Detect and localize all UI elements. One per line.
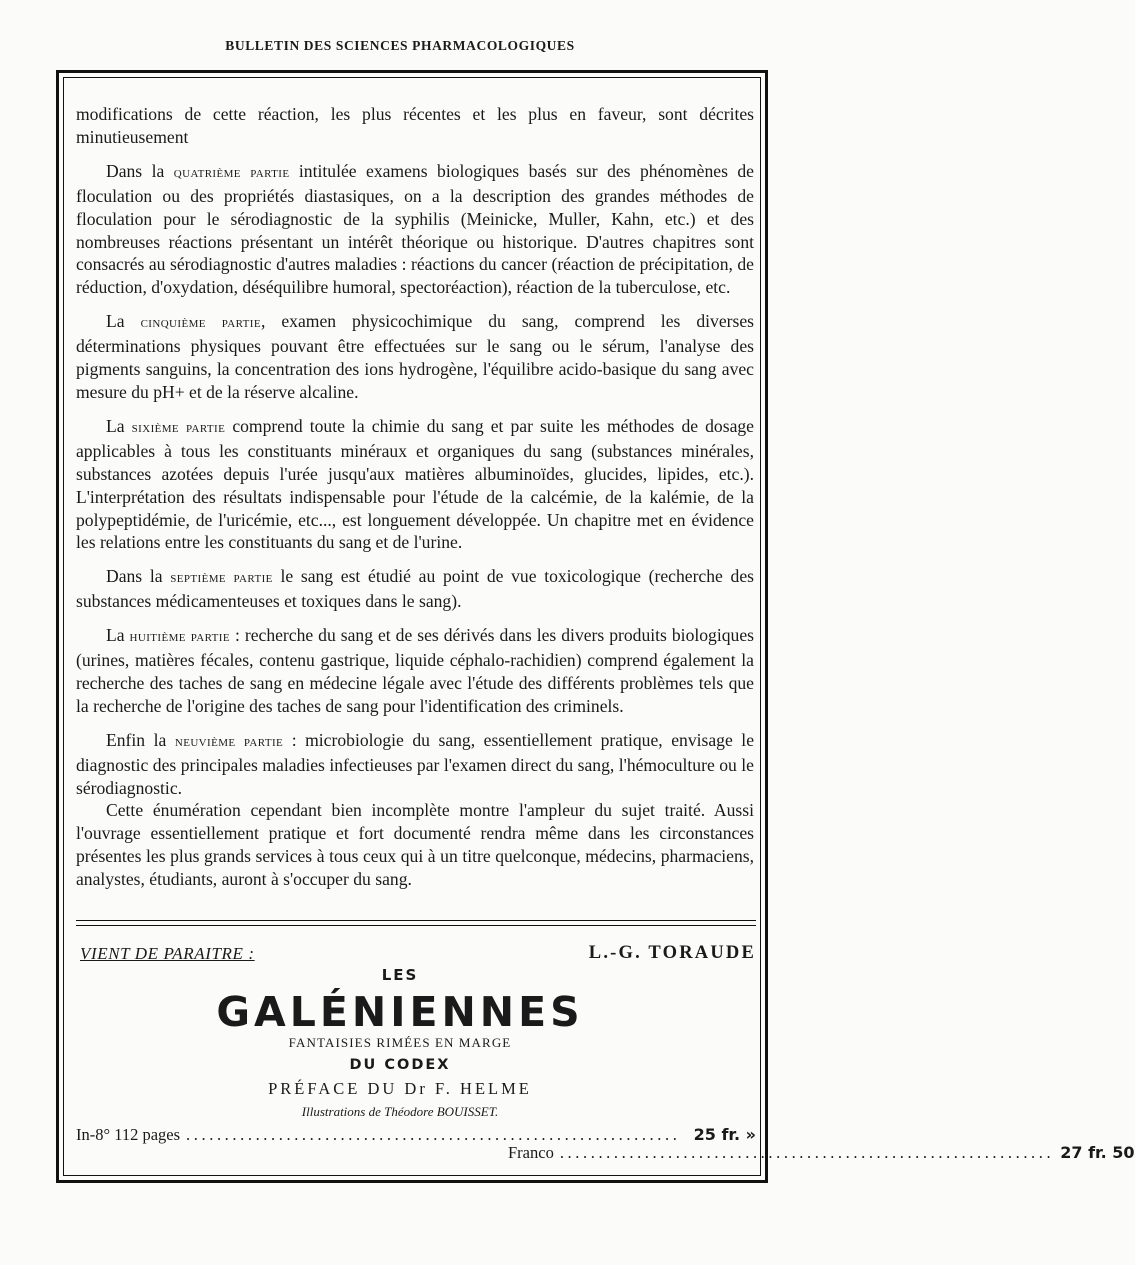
book-illustrations: Illustrations de Théodore BOUISSET. [301,1104,499,1119]
book-preface: PRÉFACE DU Dr F. HELME [268,1079,532,1098]
price-row-format [76,1125,756,1145]
franco-price: 27 fr. 50 [1060,1143,1135,1162]
part-label: neuvième partie [174,732,284,750]
paragraph-sixieme: La sixième partie comprend toute la chimie du sang et par suite les méthodes de dosage applicables à tous les constituants minéraux et organiques du sang (substances minérales, substances azotées depuis l'urée jusqu'aux matières albuminoïdes, glucides, lipides, etc.). L'interprétation des résultats indispensable pour l'étude de la calcémie, de la kalémie, de la polypeptidémie, de l'uricémie, etc..., est longuement développée. Un chapitre met en évidence les relations entre les constituants du sang et de l'urine. [76,415,754,553]
format-price: 25 fr. » [693,1125,756,1144]
book-title-article: LES [381,966,419,984]
dot-leader: ................................................................ [186,1125,681,1144]
part-label: huitième partie [129,628,230,646]
paragraph-quatrieme: Dans la quatrième partie intitulée examens biologiques basés sur des phénomènes de floculation ou des propriétés diastasiques, on a la description des grandes méthodes de floculation pour le sérodiagnostic de la syphilis (Meinicke, Muller, Kahn, etc.) et des nombreuses réactions présentant un intérêt théorique ou historique. D'autres chapitres sont consacrés au sérodiagnostic d'autres maladies : réactions du cancer (réaction de précipitation, de réduction, d'oxydation, déséquilibre humoral, spectoréaction), réaction de la tuberculose, etc. [76,160,754,298]
format-label: In-8° 112 pages [76,1125,181,1144]
running-head: BULLETIN DES SCIENCES PHARMACOLOGIQUES [225,38,575,53]
franco-label: Franco [508,1143,554,1162]
author-name: L.-G. TORAUDE [588,943,756,963]
paragraph-huitieme: La huitième partie : recherche du sang et de ses dérivés dans les divers produits biologiques (urines, matières fécales, contenu gastrique, liquide céphalo-rachidien) comprend également la recherche des taches de sang en médecine légale avec l'étude des différents problèmes tels que la recherche de l'origine des taches de sang pour l'identification des criminels. [76,625,754,716]
part-label: cinquième partie [140,314,261,332]
paragraph-septieme: Dans la septième partie le sang est étudié au point de vue toxicologique (recherche des substances médicamenteuses et toxiques dans le sang). [76,566,754,612]
price-row-franco [76,1143,1135,1163]
paragraph-cinquieme: La cinquième partie, examen physicochimique du sang, comprend les diverses déterminations physiques pouvant être effectuées sur le sang ou le sérum, l'analyse des pigments sanguins, la concentration des ions hydrogène, l'équilibre acido-basique du sang avec mesure du pH+ et de la réserve alcaline. [76,311,754,402]
paragraph-neuvieme: Enfin la neuvième partie : microbiologie du sang, essentiellement pratique, envisage le diagnostic des principales maladies infectieuses par l'examen direct du sang, l'hémoculture ou le sérodiagnostic. [76,729,754,798]
part-label: septième partie [170,569,273,587]
book-subtitle: FANTAISIES RIMÉES EN MARGE [288,1035,512,1050]
paragraph-1: modifications de cette réaction, les plus récentes et les plus en faveur, sont décrites minutieusement [76,104,754,147]
book-title: GALÉNIENNES [216,988,584,1036]
separator-rule-bottom [76,925,756,926]
book-subtitle-codex: DU CODEX [349,1057,451,1073]
part-label: sixième partie [131,418,226,436]
dot-leader: ................................................................ [559,1143,1055,1162]
article-body [76,103,754,902]
paragraph-conclusion: Cette énumération cependant bien incomplète montre l'ampleur du sujet traité. Aussi l'ouvrage essentiellement pratique et fort documenté rendra même dans les circonstances présentes les plus grands services à tous ceux qui à un titre quelconque, médecins, pharmaciens, analystes, étudiants, auront à s'occuper du sang. [76,800,754,890]
announce-label: VIENT DE PARAITRE : [80,944,255,963]
part-label: quatrième partie [173,163,290,181]
separator-rule-top [76,920,756,921]
